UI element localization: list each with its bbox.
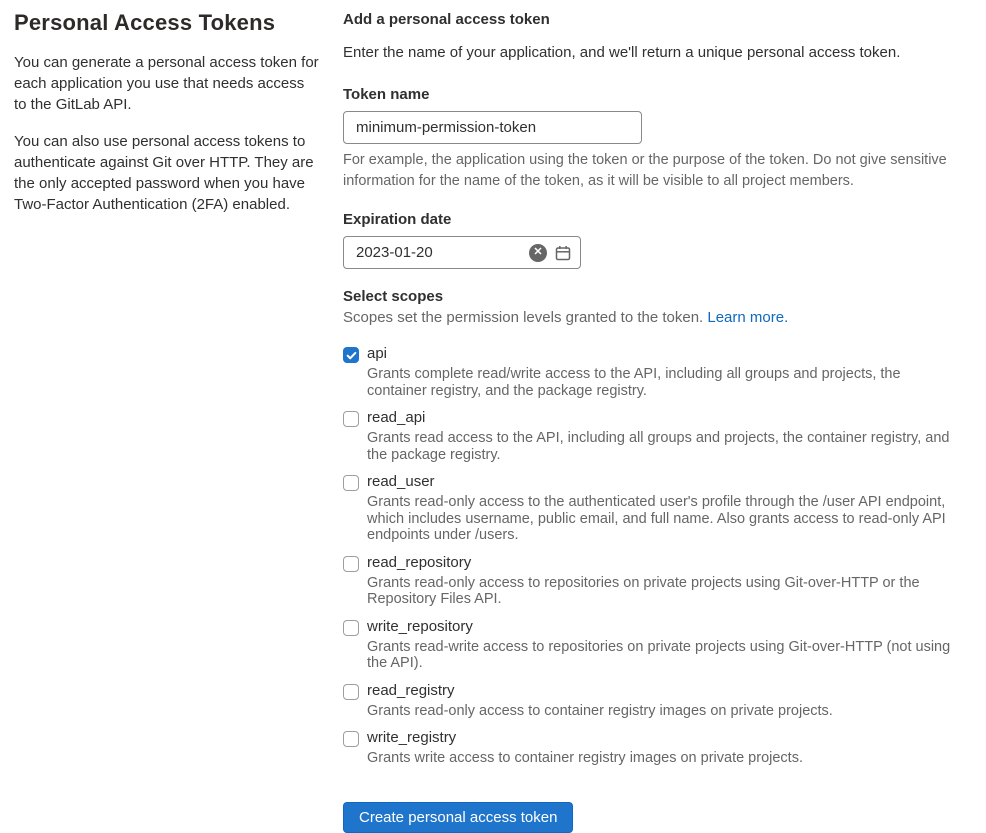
form-subheading: Enter the name of your application, and we'll return a unique personal access token.	[343, 44, 901, 61]
scope-body	[367, 345, 963, 399]
scopes-description	[343, 308, 963, 328]
token-name-help: For example, the application using the token or the purpose of the token. Do not give sensitive information for the name of the token, as it will be visible to all project members.	[343, 152, 947, 189]
scope-checkbox-read_user[interactable]	[343, 475, 359, 491]
scope-description-write_repository: Grants read-write access to repositories on private projects using Git-over-HTTP (not using the API).	[367, 638, 951, 671]
scopes-section	[343, 288, 963, 767]
intro-paragraph-1: You can generate a personal access token for each application you use that needs access to the GitLab API.	[14, 54, 319, 113]
scope-name-read_api[interactable]: read_api	[367, 409, 426, 426]
scope-row	[343, 554, 963, 608]
scope-checkbox-api[interactable]	[343, 347, 359, 363]
scope-name-read_user[interactable]: read_user	[367, 473, 435, 490]
scope-body	[367, 473, 963, 544]
scope-body	[367, 682, 833, 720]
learn-more-link[interactable]: Learn more.	[707, 309, 789, 326]
calendar-icon[interactable]	[554, 244, 572, 262]
token-name-input[interactable]	[343, 111, 642, 144]
scope-row	[343, 409, 963, 463]
form-heading: Add a personal access token	[343, 11, 550, 28]
scope-name-read_registry[interactable]: read_registry	[367, 681, 455, 699]
expiration-label: Expiration date	[343, 211, 452, 228]
scope-name-write_registry[interactable]: write_registry	[367, 729, 457, 746]
scopes-list	[343, 345, 963, 767]
token-name-label: Token name	[343, 86, 430, 103]
create-token-button[interactable]: Create personal access token	[343, 802, 573, 833]
scope-description-write_registry: Grants write access to container registry images on private projects.	[367, 750, 803, 766]
scope-checkbox-write_registry[interactable]	[343, 731, 359, 747]
token-name-field-block	[343, 86, 963, 192]
scope-body	[367, 618, 963, 672]
scope-row	[343, 682, 963, 720]
scope-row	[343, 473, 963, 544]
scope-row	[343, 618, 963, 672]
scope-description-read_user: Grants read-only access to the authenticated user's profile through the /user API endpoint, which includes username, public email, and full name. Also grants access to read-only API endpoints under /users.	[367, 494, 946, 543]
expiration-icons	[529, 236, 572, 269]
scope-name-write_repository[interactable]: write_repository	[367, 617, 473, 635]
scope-row	[343, 345, 963, 399]
scope-name-api[interactable]: api	[367, 345, 388, 362]
token-form	[330, 10, 963, 833]
intro-paragraph-2: You can also use personal access tokens to authenticate against Git over HTTP. They are the only accepted password when you have Two-Factor Authentication (2FA) enabled.	[14, 133, 314, 213]
page-title: Personal Access Tokens	[14, 10, 276, 35]
expiration-field-block	[343, 211, 963, 269]
scope-body	[367, 554, 963, 608]
scopes-description-text: Scopes set the permission levels granted to the token.	[343, 309, 708, 326]
scope-checkbox-read_api[interactable]	[343, 411, 359, 427]
expiration-date-wrap	[343, 236, 581, 269]
scope-body	[367, 409, 963, 463]
clear-date-icon[interactable]: ✕	[529, 244, 547, 262]
scope-name-read_repository[interactable]: read_repository	[367, 553, 472, 571]
scope-checkbox-read_registry[interactable]	[343, 684, 359, 700]
scopes-label: Select scopes	[343, 288, 444, 305]
sidebar-description	[14, 10, 330, 833]
scope-description-read_repository: Grants read-only access to repositories on private projects using Git-over-HTTP or the Repository Files API.	[367, 574, 920, 607]
scope-checkbox-write_repository[interactable]	[343, 620, 359, 636]
scope-description-read_registry: Grants read-only access to container registry images on private projects.	[367, 702, 833, 719]
scope-description-read_api: Grants read access to the API, including all groups and projects, the container registry, and the package registry.	[367, 430, 950, 463]
scope-row	[343, 729, 963, 767]
scope-checkbox-read_repository[interactable]	[343, 556, 359, 572]
scope-body	[367, 729, 803, 767]
scope-description-api: Grants complete read/write access to the API, including all groups and projects, the container registry, and the package registry.	[367, 366, 901, 399]
